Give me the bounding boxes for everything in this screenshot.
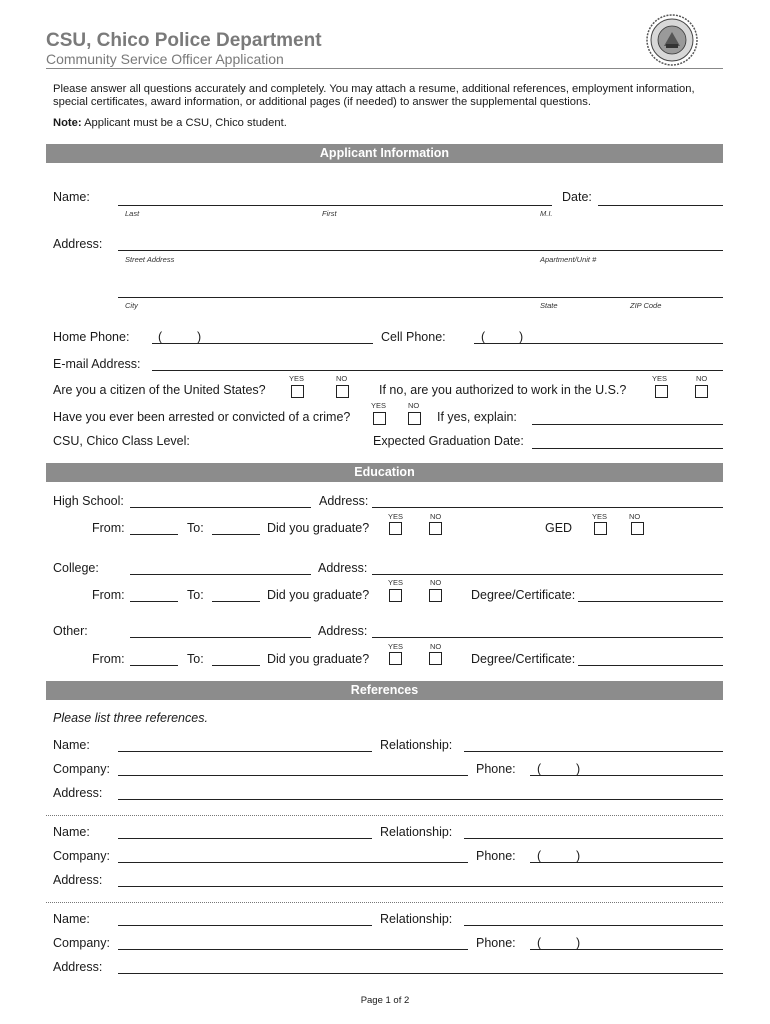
ref1-relationship-field[interactable] (464, 751, 723, 752)
ref1-relationship-label: Relationship: (380, 738, 453, 752)
intro-text-line2: special certificates, award information, or additional pages (if needed) to answer the supplemental questions. (53, 96, 591, 108)
ged-yes-label: YES (592, 512, 608, 521)
references-instruction: Please list three references. (53, 711, 208, 725)
graduation-label: Expected Graduation Date: (373, 434, 524, 448)
college-no-checkbox[interactable] (429, 589, 442, 602)
high-school-label: High School: (53, 494, 124, 508)
ref2-phone-label: Phone: (476, 849, 516, 863)
hs-address-label: Address: (319, 494, 369, 508)
other-address-field[interactable] (372, 637, 723, 638)
addr-sub-street: Street Address (125, 255, 175, 264)
home-phone-label: Home Phone: (53, 330, 130, 344)
hs-address-field[interactable] (372, 507, 723, 508)
hs-to-field[interactable] (212, 534, 260, 535)
hs-yes-checkbox[interactable] (389, 522, 402, 535)
other-no-checkbox[interactable] (429, 652, 442, 665)
other-degree-field[interactable] (578, 665, 723, 666)
authorized-no-checkbox[interactable] (695, 385, 708, 398)
citizen-no-label: NO (336, 374, 348, 383)
college-to-field[interactable] (212, 601, 260, 602)
citizen-no-checkbox[interactable] (336, 385, 349, 398)
graduation-date-field[interactable] (532, 448, 723, 449)
class-level-label: CSU, Chico Class Level: (53, 434, 190, 448)
other-to-field[interactable] (212, 665, 260, 666)
cell-phone-paren-open: ( (481, 330, 486, 344)
college-from-field[interactable] (130, 601, 178, 602)
date-field[interactable] (598, 205, 723, 206)
cell-phone-paren-close: ) (519, 330, 524, 344)
ref1-address-label: Address: (53, 786, 103, 800)
ref3-company-field[interactable] (118, 949, 468, 950)
other-from-label: From: (92, 652, 125, 666)
page-subtitle: Community Service Officer Application (46, 51, 284, 67)
ref2-relationship-field[interactable] (464, 838, 723, 839)
ref1-phone-paren-close: ) (576, 762, 581, 776)
ref3-phone-paren-close: ) (576, 936, 581, 950)
ref1-company-field[interactable] (118, 775, 468, 776)
arrested-yes-label: YES (371, 401, 387, 410)
cell-phone-field[interactable] (474, 343, 723, 344)
college-address-label: Address: (318, 561, 368, 575)
college-from-label: From: (92, 588, 125, 602)
college-yes-checkbox[interactable] (389, 589, 402, 602)
hs-from-label: From: (92, 521, 125, 535)
ref2-company-field[interactable] (118, 862, 468, 863)
addr-sub-city: City (125, 301, 138, 310)
hs-no-label: NO (430, 512, 442, 521)
ged-no-checkbox[interactable] (631, 522, 644, 535)
home-phone-paren-close: ) (197, 330, 202, 344)
addr-sub-apt: Apartment/Unit # (540, 255, 597, 264)
other-degree-label: Degree/Certificate: (471, 652, 576, 666)
citizen-yes-checkbox[interactable] (291, 385, 304, 398)
ref2-relationship-label: Relationship: (380, 825, 453, 839)
ref1-phone-label: Phone: (476, 762, 516, 776)
explain-field[interactable] (532, 424, 723, 425)
explain-label: If yes, explain: (437, 410, 517, 424)
section-header-education: Education (46, 463, 723, 482)
ref2-phone-paren-close: ) (576, 849, 581, 863)
home-phone-paren-open: ( (158, 330, 163, 344)
college-graduate-question: Did you graduate? (267, 588, 370, 602)
other-yes-checkbox[interactable] (389, 652, 402, 665)
citizen-question: Are you a citizen of the United States? (53, 383, 266, 397)
ref3-relationship-label: Relationship: (380, 912, 453, 926)
ref1-phone-field[interactable] (530, 775, 723, 776)
section-header-references: References (46, 681, 723, 700)
ged-no-label: NO (629, 512, 641, 521)
arrested-yes-checkbox[interactable] (373, 412, 386, 425)
other-label: Other: (53, 624, 88, 638)
ref-divider-2 (46, 902, 723, 903)
hs-to-label: To: (187, 521, 204, 535)
ref-divider-1 (46, 815, 723, 816)
note-label: Note: (53, 117, 82, 129)
college-yes-label: YES (388, 578, 404, 587)
arrested-question: Have you ever been arrested or convicted of a crime? (53, 410, 351, 424)
addr-sub-state: State (540, 301, 558, 310)
ref3-phone-paren-open: ( (537, 936, 542, 950)
name-sub-last: Last (125, 209, 140, 218)
email-field[interactable] (152, 370, 723, 371)
page-title: CSU, Chico Police Department (46, 30, 322, 51)
name-sub-mi: M.I. (540, 209, 553, 218)
header-rule (46, 68, 723, 69)
page-number: Page 1 of 2 (360, 995, 410, 1006)
addr-sub-zip: ZIP Code (630, 301, 662, 310)
authorized-yes-checkbox[interactable] (655, 385, 668, 398)
college-to-label: To: (187, 588, 204, 602)
high-school-field[interactable] (130, 507, 311, 508)
other-address-label: Address: (318, 624, 368, 638)
ref1-phone-paren-open: ( (537, 762, 542, 776)
intro-text-line1: Please answer all questions accurately and completely. You may attach a resume, additional references, employment information, (53, 83, 695, 95)
email-label: E-mail Address: (53, 357, 141, 371)
ref3-address-label: Address: (53, 960, 103, 974)
ref3-phone-label: Phone: (476, 936, 516, 950)
ged-label: GED (545, 521, 573, 535)
college-label: College: (53, 561, 99, 575)
ref3-relationship-field[interactable] (464, 925, 723, 926)
home-phone-field[interactable] (152, 343, 373, 344)
ref2-name-field[interactable] (118, 838, 372, 839)
authorized-no-label: NO (696, 374, 708, 383)
note-text: Applicant must be a CSU, Chico student. (81, 117, 287, 129)
university-seal-icon (646, 14, 698, 66)
hs-graduate-question: Did you graduate? (267, 521, 370, 535)
ref1-address-field[interactable] (118, 799, 723, 800)
ref1-company-label: Company: (53, 762, 110, 776)
arrested-no-checkbox[interactable] (408, 412, 421, 425)
other-from-field[interactable] (130, 665, 178, 666)
hs-yes-label: YES (388, 512, 404, 521)
ref1-name-field[interactable] (118, 751, 372, 752)
ref2-address-field[interactable] (118, 886, 723, 887)
street-address-field[interactable] (118, 250, 723, 251)
college-address-field[interactable] (372, 574, 723, 575)
college-field[interactable] (130, 574, 311, 575)
other-no-label: NO (430, 642, 442, 651)
other-field[interactable] (130, 637, 311, 638)
ref2-phone-paren-open: ( (537, 849, 542, 863)
ref2-address-label: Address: (53, 873, 103, 887)
name-field[interactable] (118, 205, 552, 206)
date-label: Date: (562, 190, 592, 204)
section-header-applicant: Applicant Information (46, 144, 723, 163)
ref3-phone-field[interactable] (530, 949, 723, 950)
ref2-phone-field[interactable] (530, 862, 723, 863)
other-graduate-question: Did you graduate? (267, 652, 370, 666)
other-to-label: To: (187, 652, 204, 666)
college-degree-label: Degree/Certificate: (471, 588, 576, 602)
ref3-name-label: Name: (53, 912, 90, 926)
hs-from-field[interactable] (130, 534, 178, 535)
name-label: Name: (53, 190, 90, 204)
hs-no-checkbox[interactable] (429, 522, 442, 535)
ref2-name-label: Name: (53, 825, 90, 839)
citizen-yes-label: YES (289, 374, 305, 383)
college-degree-field[interactable] (578, 601, 723, 602)
arrested-no-label: NO (408, 401, 420, 410)
college-no-label: NO (430, 578, 442, 587)
cell-phone-label: Cell Phone: (381, 330, 446, 344)
ref3-address-field[interactable] (118, 973, 723, 974)
authorized-yes-label: YES (652, 374, 668, 383)
other-yes-label: YES (388, 642, 404, 651)
authorized-question: If no, are you authorized to work in the U.S.? (379, 383, 627, 397)
ref3-name-field[interactable] (118, 925, 372, 926)
ref1-name-label: Name: (53, 738, 90, 752)
address-label: Address: (53, 237, 103, 251)
ref2-company-label: Company: (53, 849, 110, 863)
intro-note (53, 118, 287, 129)
city-state-zip-field[interactable] (118, 297, 723, 298)
name-sub-first: First (322, 209, 337, 218)
ref3-company-label: Company: (53, 936, 110, 950)
ged-yes-checkbox[interactable] (594, 522, 607, 535)
